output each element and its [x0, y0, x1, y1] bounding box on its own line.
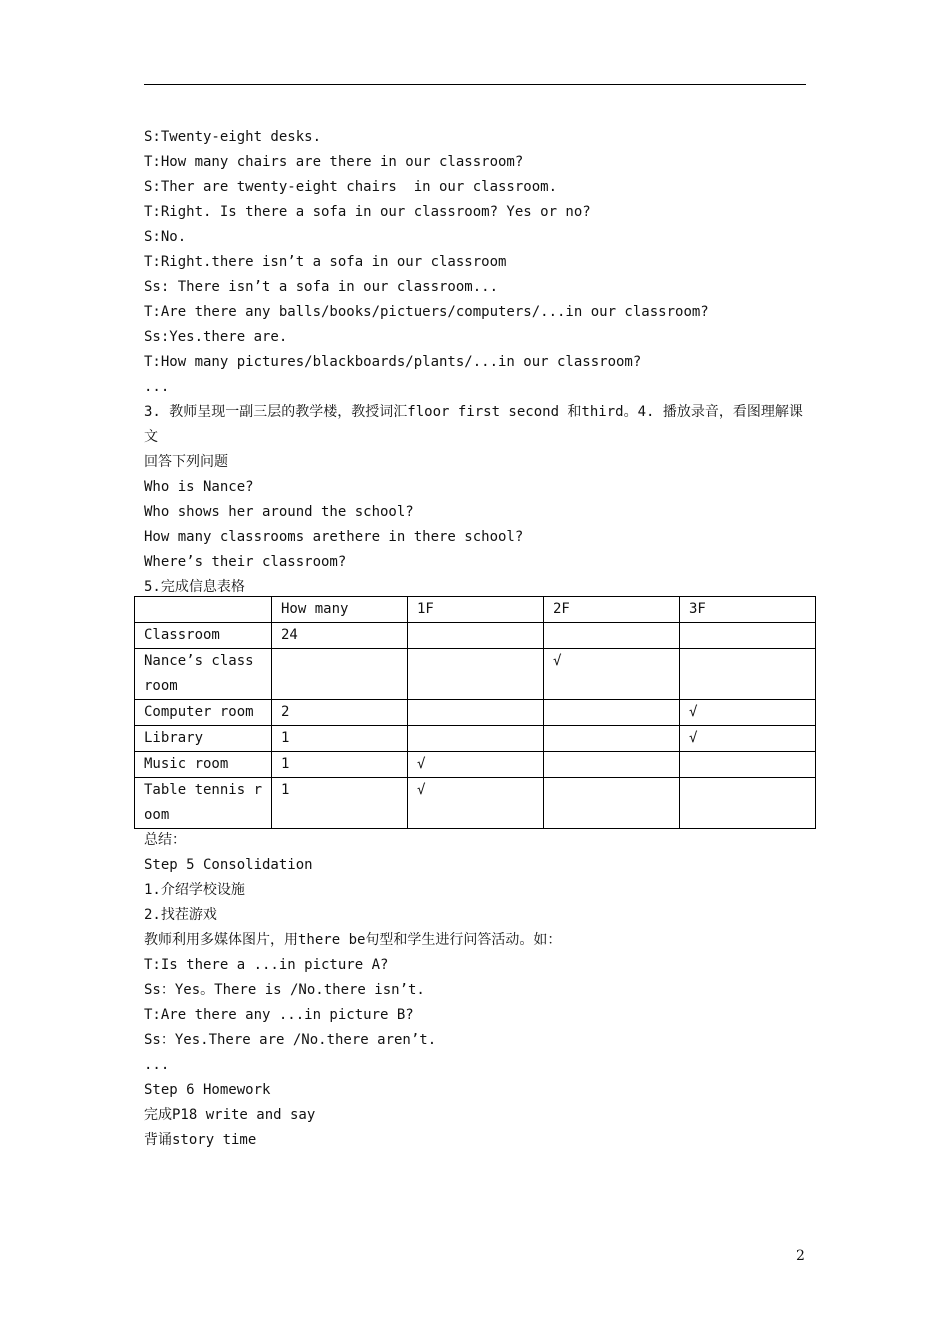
table-row: [135, 752, 816, 778]
table-cell: [408, 700, 544, 726]
text-line: 完成P18 write and say: [144, 1107, 316, 1123]
text-line: S:No.: [144, 229, 187, 245]
table-cell: Nance’s class room: [135, 649, 272, 700]
table-cell: [680, 649, 816, 700]
text-line: Ss：Yes.There are /No.there aren’t.: [144, 1032, 437, 1048]
text-line: ...: [144, 1057, 170, 1073]
table-cell: Computer room: [135, 700, 272, 726]
table-row: [135, 623, 816, 649]
table-cell: [408, 649, 544, 700]
text-line: Where’s their classroom?: [144, 554, 347, 570]
text-line: 回答下列问题: [144, 454, 228, 470]
table-row: [135, 649, 816, 700]
table-cell: 2: [272, 700, 408, 726]
text-line: Ss: There isn’t a sofa in our classroom...: [144, 279, 499, 295]
table-row: [135, 778, 816, 829]
table-cell: 2F: [544, 597, 680, 623]
text-line: Who shows her around the school?: [144, 504, 414, 520]
text-line: T:Right. Is there a sofa in our classroom? Yes or no?: [144, 204, 591, 220]
table-cell: Table tennis room: [135, 778, 272, 829]
table-cell: [135, 597, 272, 623]
text-line: 教师利用多媒体图片，用there be句型和学生进行问答活动。如：: [144, 932, 562, 948]
text-line: T:Right.there isn’t a sofa in our classroom: [144, 254, 507, 270]
text-line: T:Are there any balls/books/pictuers/computers/...in our classroom?: [144, 304, 709, 320]
table-cell: 1: [272, 778, 408, 829]
text-line: How many classrooms arethere in there school?: [144, 529, 524, 545]
text-line: Ss：Yes。There is /No.there isn’t.: [144, 982, 425, 998]
text-line: T:How many chairs are there in our classroom?: [144, 154, 524, 170]
table-cell: √: [544, 649, 680, 700]
table-cell: 1: [272, 726, 408, 752]
table-cell: Music room: [135, 752, 272, 778]
text-line: T:How many pictures/blackboards/plants/...in our classroom?: [144, 354, 642, 370]
table-cell: √: [680, 726, 816, 752]
table-cell: √: [408, 752, 544, 778]
header-rule: [144, 84, 806, 85]
table-cell: [544, 778, 680, 829]
body-text-bottom: [144, 828, 812, 1153]
table-cell: [680, 778, 816, 829]
table-cell: [544, 752, 680, 778]
table-cell: [272, 649, 408, 700]
text-line: Ss:Yes.there are.: [144, 329, 288, 345]
table-cell: √: [408, 778, 544, 829]
table-cell: How many: [272, 597, 408, 623]
table-cell: √: [680, 700, 816, 726]
table-cell: [680, 623, 816, 649]
table-cell: 1: [272, 752, 408, 778]
text-line: S:Ther are twenty-eight chairs in our classroom.: [144, 179, 558, 195]
text-line: 1.介绍学校设施: [144, 882, 245, 898]
text-line: 总结：: [144, 832, 186, 848]
text-line: 2.找茬游戏: [144, 907, 217, 923]
table-cell: 24: [272, 623, 408, 649]
text-line: Step 5 Consolidation: [144, 857, 313, 873]
text-line: 3. 教师呈现一副三层的教学楼，教授词汇floor first second 和third。4. 播放录音，看图理解课文: [144, 404, 803, 445]
table-cell: [408, 726, 544, 752]
table-cell: 1F: [408, 597, 544, 623]
table-cell: [680, 752, 816, 778]
text-line: Step 6 Homework: [144, 1082, 271, 1098]
text-line: S:Twenty-eight desks.: [144, 129, 322, 145]
text-line: T:Are there any ...in picture B?: [144, 1007, 414, 1023]
table-cell: 3F: [680, 597, 816, 623]
info-table: [134, 596, 816, 829]
text-line: T:Is there a ...in picture A?: [144, 957, 389, 973]
page-number: 2: [796, 1248, 805, 1264]
table-cell: [544, 623, 680, 649]
table-cell: [408, 623, 544, 649]
table-cell: [544, 700, 680, 726]
table-row: [135, 700, 816, 726]
body-text-top: [144, 125, 812, 600]
table-row: [135, 726, 816, 752]
table-cell: Classroom: [135, 623, 272, 649]
table-cell: [544, 726, 680, 752]
table-header-row: [135, 597, 816, 623]
text-line: ...: [144, 379, 170, 395]
text-line: 5.完成信息表格: [144, 579, 245, 595]
text-line: Who is Nance?: [144, 479, 254, 495]
text-line: 背诵story time: [144, 1132, 257, 1148]
table-cell: Library: [135, 726, 272, 752]
